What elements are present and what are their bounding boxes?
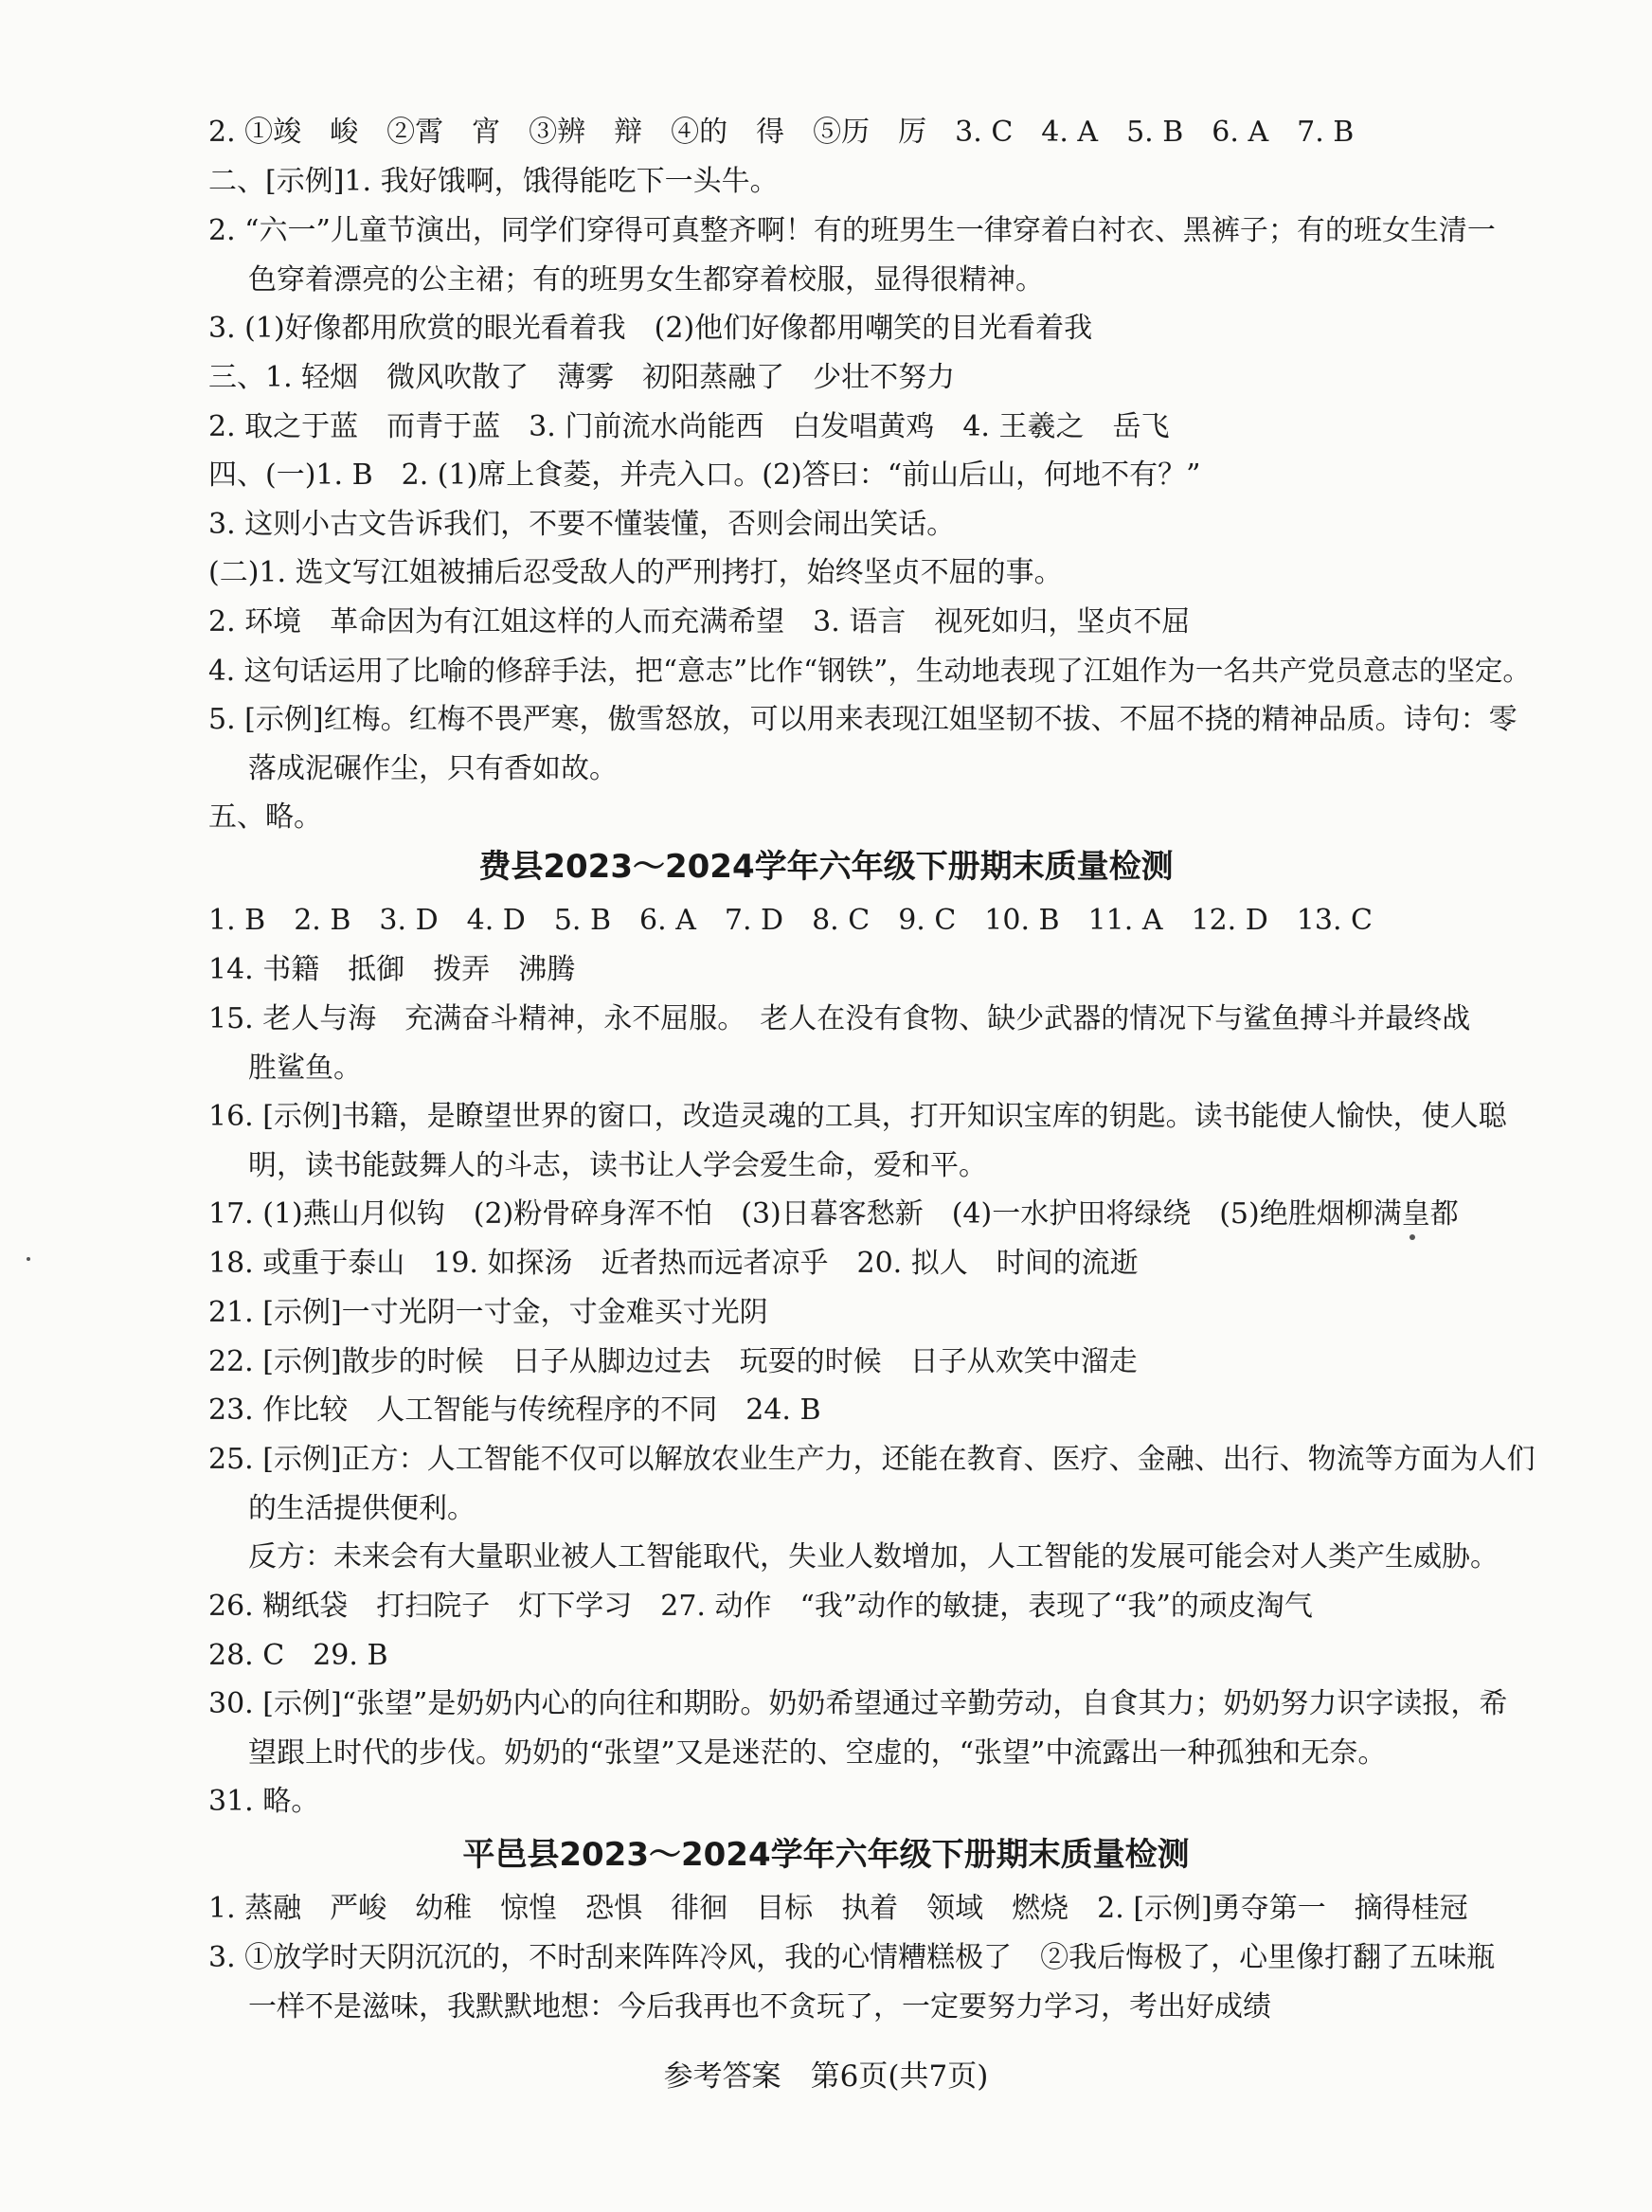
answer-line: (二)1. 选文写江姐被捕后忍受敌人的严刑拷打，始终坚贞不屈的事。 — [208, 556, 1063, 589]
answer-line: 四、(一)1. B 2. (1)席上食菱，并壳入口。(2)答曰：“前山后山，何地不有？” — [208, 459, 1201, 492]
answer-line: 反方：未来会有大量职业被人工智能取代，失业人数增加，人工智能的发展可能会对人类产生威胁。 — [248, 1540, 1499, 1574]
answer-line: 23. 作比较 人工智能与传统程序的不同 24. B — [208, 1394, 821, 1427]
answer-line: 落成泥碾作尘，只有香如故。 — [248, 752, 618, 785]
answer-line: 二、[示例]1. 我好饿啊，饿得能吃下一头牛。 — [208, 165, 779, 198]
answer-line: 22. [示例]散步的时候 日子从脚边过去 玩耍的时候 日子从欢笑中溜走 — [208, 1345, 1138, 1378]
answer-line: 五、略。 — [208, 800, 322, 834]
answer-line: 1. 蒸融 严峻 幼稚 惊惶 恐惧 徘徊 目标 执着 领域 燃烧 2. [示例]勇夺第一 摘得桂冠 — [208, 1892, 1468, 1925]
answer-line: 17. (1)燕山月似钩 (2)粉骨碎身浑不怕 (3)日暮客愁新 (4)一水护田将绿绕 (5)绝胜烟柳满皇都 — [208, 1197, 1459, 1231]
answer-line: 望跟上时代的步伐。奶奶的“张望”又是迷茫的、空虚的，“张望”中流露出一种孤独和无奈。 — [248, 1736, 1387, 1770]
scan-speck — [1410, 1234, 1415, 1240]
answer-line: 14. 书籍 抵御 拨弄 沸腾 — [208, 953, 576, 986]
answer-line: 18. 或重于泰山 19. 如探汤 近者热而远者凉乎 20. 拟人 时间的流逝 — [208, 1247, 1139, 1280]
answer-line: 的生活提供便利。 — [248, 1492, 476, 1525]
answer-line: 1. B 2. B 3. D 4. D 5. B 6. A 7. D 8. C 9. C 10. B 11. A 12. D 13. C — [208, 904, 1374, 937]
answer-line: 2. 环境 革命因为有江姐这样的人而充满希望 3. 语言 视死如归，坚贞不屈 — [208, 605, 1191, 638]
answer-line: 15. 老人与海 充满奋斗精神，永不屈服。 老人在没有食物、缺少武器的情况下与鲨鱼搏斗并最终战 — [208, 1002, 1471, 1035]
answer-line: 胜鲨鱼。 — [248, 1052, 362, 1085]
answer-line: 21. [示例]一寸光阴一寸金，寸金难买寸光阴 — [208, 1296, 768, 1329]
answer-line: 3. 这则小古文告诉我们，不要不懂装懂，否则会闹出笑话。 — [208, 508, 956, 541]
answer-line: 一样不是滋味，我默默地想：今后我再也不贪玩了，一定要努力学习，考出好成绩 — [248, 1990, 1271, 2023]
answer-line: 26. 糊纸袋 打扫院子 灯下学习 27. 动作 “我”动作的敏捷，表现了“我”的顽皮淘气 — [208, 1590, 1313, 1623]
answer-line: 3. (1)好像都用欣赏的眼光看着我 (2)他们好像都用嘲笑的目光看着我 — [208, 312, 1093, 345]
answer-line: 3. ①放学时天阴沉沉的，不时刮来阵阵冷风，我的心情糟糕极了 ②我后悔极了，心里像打翻了五味瓶 — [208, 1941, 1496, 1974]
scan-speck — [27, 1257, 30, 1261]
answer-line: 明，读书能鼓舞人的斗志，读书让人学会爱生命，爱和平。 — [248, 1149, 987, 1182]
answer-line: 28. C 29. B — [208, 1639, 388, 1672]
answer-line: 16. [示例]书籍，是瞭望世界的窗口，改造灵魂的工具，打开知识宝库的钥匙。读书能使人愉快，使人聪 — [208, 1100, 1507, 1133]
answer-line: 4. 这句话运用了比喻的修辞手法，把“意志”比作“钢铁”，生动地表现了江姐作为一名共产党员意志的坚定。 — [208, 655, 1531, 687]
answer-line: 5. [示例]红梅。红梅不畏严寒，傲雪怒放，可以用来表现江姐坚韧不拔、不屈不挠的精神品质。诗句：零 — [208, 703, 1517, 736]
answer-line: 31. 略。 — [208, 1785, 320, 1818]
answer-line: 2. 取之于蓝 而青于蓝 3. 门前流水尚能西 白发唱黄鸡 4. 王羲之 岳飞 — [208, 410, 1170, 443]
section-title: 平邑县2023～2024学年六年级下册期末质量检测 — [462, 1836, 1190, 1874]
answer-line: 2. ①竣 峻 ②霄 宵 ③辨 辩 ④的 得 ⑤历 厉 3. C 4. A 5. B 6. A 7. B — [208, 116, 1355, 149]
answer-line: 2. “六一”儿童节演出，同学们穿得可真整齐啊！有的班男生一律穿着白衬衣、黑裤子；有的班女生清一 — [208, 214, 1496, 247]
section-title: 费县2023～2024学年六年级下册期末质量检测 — [478, 848, 1174, 886]
answer-line: 色穿着漂亮的公主裙；有的班男女生都穿着校服，显得很精神。 — [248, 263, 1044, 297]
answer-line: 30. [示例]“张望”是奶奶内心的向往和期盼。奶奶希望通过辛勤劳动，自食其力；奶奶努力识字读报，希 — [208, 1687, 1508, 1720]
page-footer: 参考答案 第6页(共7页) — [663, 2059, 989, 2094]
answer-line: 三、1. 轻烟 微风吹散了 薄雾 初阳蒸融了 少壮不努力 — [208, 361, 956, 394]
answer-line: 25. [示例]正方：人工智能不仅可以解放农业生产力，还能在教育、医疗、金融、出行、物流等方面为人们 — [208, 1443, 1535, 1476]
